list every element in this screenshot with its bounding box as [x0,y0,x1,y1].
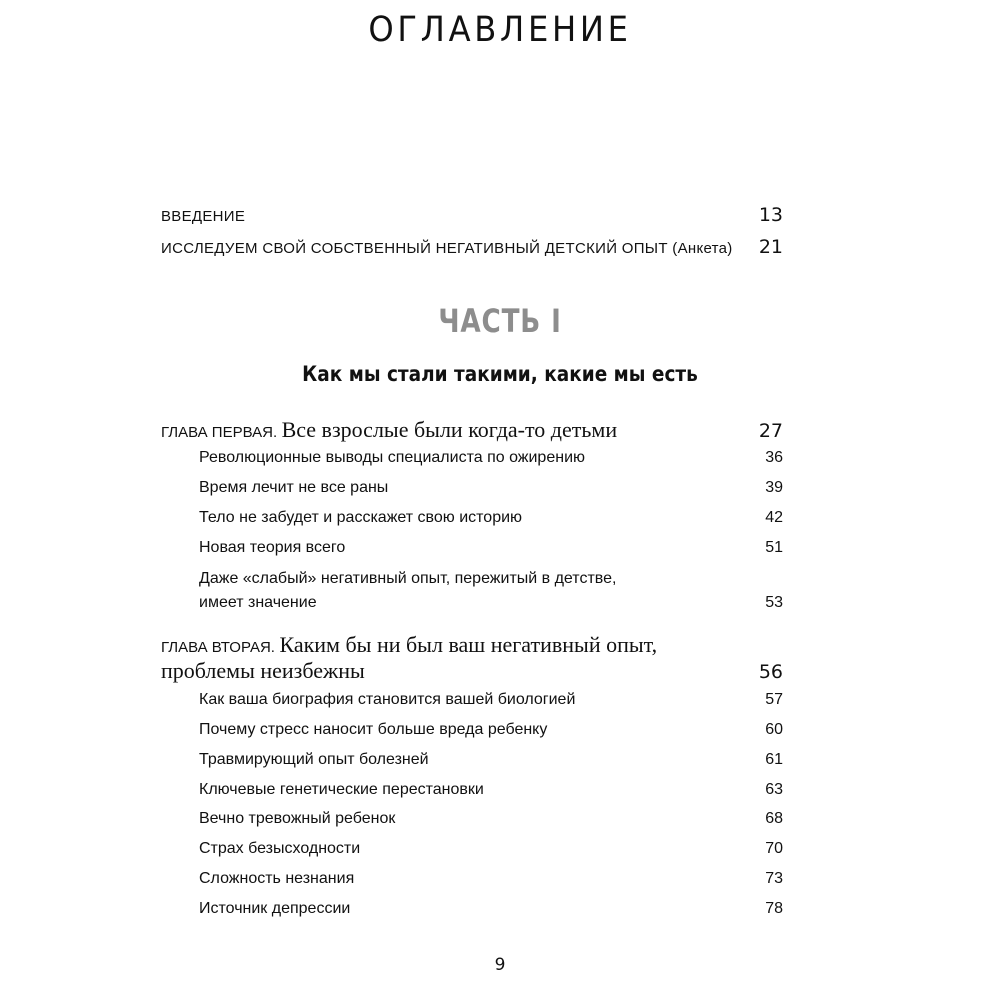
section-page: 39 [765,479,783,496]
section-title: Травмирующий опыт болезней [199,751,429,768]
chapter-page: 56 [758,661,783,683]
toc-section[interactable] [199,721,783,739]
toc-section[interactable] [199,479,783,497]
toc-section[interactable] [199,449,783,467]
section-title-line-2: имеет значение [199,594,317,611]
page-number: 9 [494,955,506,975]
toc-chapter-1[interactable] [161,417,783,443]
toc-chapter-2[interactable] [161,632,783,684]
chapter-page: 27 [758,420,783,442]
part-heading: ЧАСТЬ I [438,302,562,340]
section-page: 73 [765,870,783,887]
section-title: Как ваша биография становится вашей биологией [199,691,576,708]
toc-section[interactable] [199,810,783,828]
toc-entry-questionnaire[interactable] [161,236,783,258]
section-title: Тело не забудет и расскажет свою историю [199,509,523,526]
section-page: 51 [765,539,783,556]
toc-entry-label: ИССЛЕДУЕМ СВОЙ СОБСТВЕННЫЙ НЕГАТИВНЫЙ ДЕТСКИЙ ОПЫТ (Анкета) [161,240,733,257]
toc-section-multiline[interactable] [199,567,783,615]
chapter-label: ГЛАВА ВТОРАЯ. [161,639,275,656]
section-title: Страх безысходности [199,840,361,857]
part-subtitle: Как мы стали такими, какие мы есть [302,362,698,386]
toc-entry-label: ВВЕДЕНИЕ [161,208,246,225]
toc-section[interactable] [199,691,783,709]
section-page: 57 [765,691,783,708]
toc-entry-introduction[interactable] [161,204,783,226]
section-page: 42 [765,509,783,526]
section-title: Источник депрессии [199,900,351,917]
toc-section[interactable] [199,509,783,527]
section-page: 78 [765,900,783,917]
toc-section[interactable] [199,539,783,557]
toc-entry-page: 21 [758,236,783,258]
toc-section[interactable] [199,900,783,918]
toc-section[interactable] [199,751,783,769]
section-title: Почему стресс наносит больше вреда ребенку [199,721,548,738]
toc-entry-page: 13 [758,204,783,226]
section-title: Революционные выводы специалиста по ожирению [199,449,585,466]
section-title: Новая теория всего [199,539,346,556]
chapter-title-line-1: Каким бы ни был ваш негативный опыт, [279,632,658,657]
section-title: Ключевые генетические перестановки [199,781,484,798]
section-page: 68 [765,810,783,827]
page-title: ОГЛАВЛЕНИЕ [368,10,632,50]
toc-section[interactable] [199,870,783,888]
chapter-title: Все взрослые были когда-то детьми [281,417,618,442]
section-title-line-1: Даже «слабый» негативный опыт, пережитый в детстве, [199,570,617,587]
section-page: 53 [765,594,783,611]
section-page: 70 [765,840,783,857]
section-page: 63 [765,781,783,798]
section-title: Вечно тревожный ребенок [199,810,396,827]
toc-section[interactable] [199,840,783,858]
section-page: 61 [765,751,783,768]
section-page: 36 [765,449,783,466]
section-title: Время лечит не все раны [199,479,389,496]
toc-section[interactable] [199,781,783,799]
chapter-label: ГЛАВА ПЕРВАЯ. [161,424,278,441]
section-page: 60 [765,721,783,738]
section-title: Сложность незнания [199,870,355,887]
chapter-title-line-2: проблемы неизбежны [161,658,365,683]
